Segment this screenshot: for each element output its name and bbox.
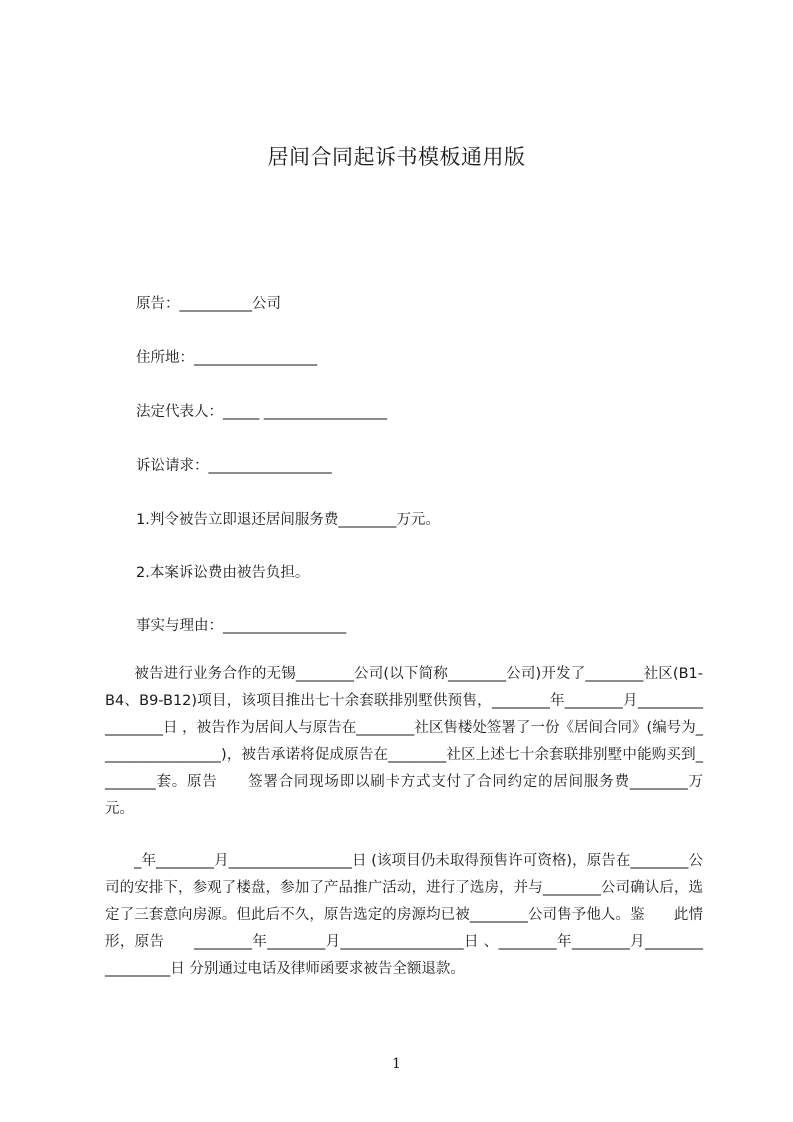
page-number: 1 [392, 1056, 401, 1072]
claim-item-2: 2.本案诉讼费由被告负担。 [136, 565, 310, 581]
claim-item-1: 1.判令被告立即退还居间服务费________万元。 [136, 512, 440, 528]
address-line: 住所地：_________________ [136, 350, 318, 366]
facts-paragraph-2: _年________月_________________日 (该项目仍未取得预售许可资格)，原告在________公司的安排下，参观了楼盘，参加了产品推广活动，进行了选房，并与________公司确认后，选定了三套意向房源。但此后不久，原告选定的房源均已被________公司售予他人。鉴 此情形，原告 ________年________月_________________日 、________年________月_________________日 分别通过电话及律师函要求被告全额退款。 [105, 853, 703, 977]
facts-paragraph-1: 被告进行业务合作的无锡________公司(以下简称________公司)开发了________社区(B1-B4、B9-B12)项目，该项目推出七十余套联排别墅供预售，________年________月_________________日 ，被告作为居间人与原告在________社区售楼处签署了一份《居间合同》(编号为_________________)，被告承诺将促成原告在________社区上述七十余套联排别墅中能购买到________套。原告 签署合同现场即以刷卡方式支付了合同约定的居间服务费________万元。 [105, 666, 703, 817]
document-title: 居间合同起诉书模板通用版 [267, 145, 526, 169]
plaintiff-line: 原告：__________公司 [136, 296, 281, 312]
claims-line: 诉讼请求：_________________ [136, 458, 332, 474]
facts-line: 事实与理由：_________________ [136, 618, 347, 634]
legal-representative-line: 法定代表人：_____ _________________ [136, 404, 388, 420]
